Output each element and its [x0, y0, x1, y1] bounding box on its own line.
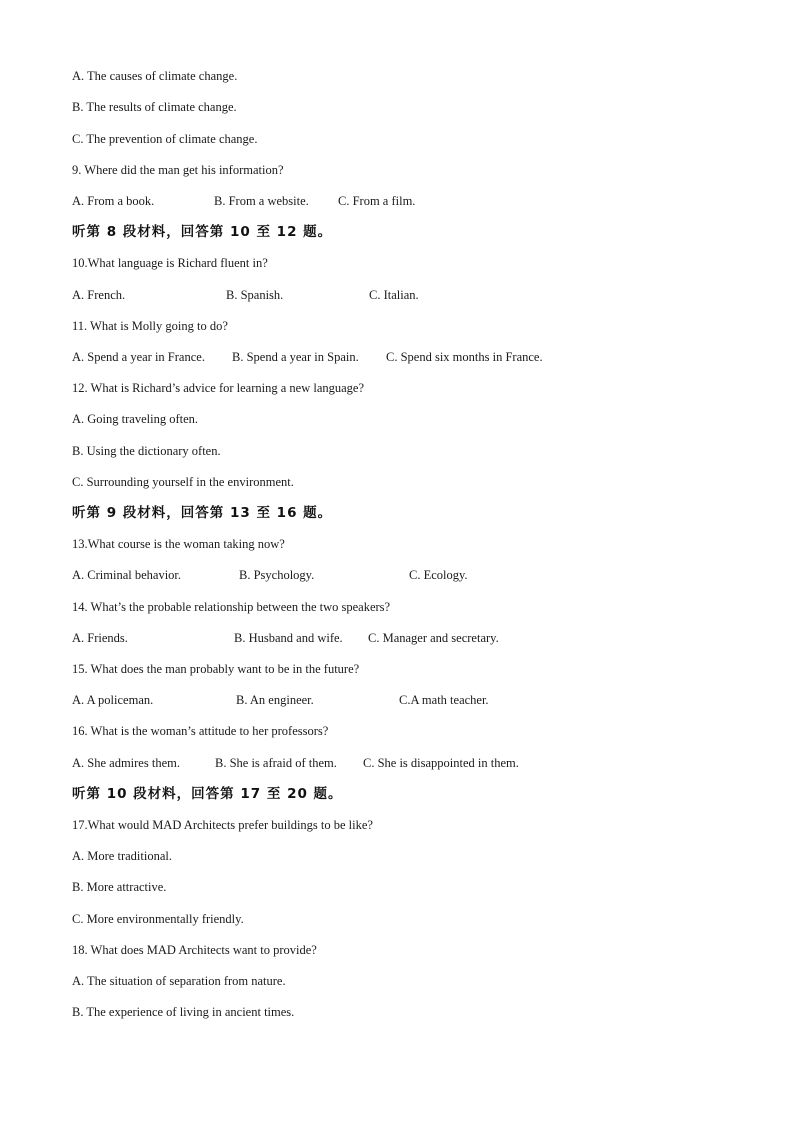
- q10-option-c: C. Italian.: [369, 288, 419, 302]
- q10-option-b: B. Spanish.: [226, 288, 284, 302]
- q16-option-a: A. She admires them.: [72, 756, 180, 770]
- section-heading-9: 听第 9 段材料，回答第 13 至 16 题。: [72, 505, 333, 521]
- q11-option-c: C. Spend six months in France.: [386, 350, 543, 364]
- section-heading-8: 听第 8 段材料，回答第 10 至 12 题。: [72, 224, 333, 240]
- q17-option-b: B. More attractive.: [72, 880, 167, 894]
- q9-option-c: C. From a film.: [338, 194, 416, 208]
- q8-option-b: B. The results of climate change.: [72, 100, 237, 114]
- q9-option-a: A. From a book.: [72, 194, 155, 208]
- question-10: 10.What language is Richard fluent in?: [72, 256, 268, 270]
- q14-option-b: B. Husband and wife.: [234, 631, 343, 645]
- q13-option-a: A. Criminal behavior.: [72, 568, 182, 582]
- q11-option-b: B. Spend a year in Spain.: [232, 350, 359, 364]
- q8-option-a: A. The causes of climate change.: [72, 69, 238, 83]
- q9-option-b: B. From a website.: [214, 194, 309, 208]
- question-13: 13.What course is the woman taking now?: [72, 537, 285, 551]
- q12-option-c: C. Surrounding yourself in the environment.: [72, 475, 294, 489]
- q14-option-a: A. Friends.: [72, 631, 128, 645]
- q12-option-b: B. Using the dictionary often.: [72, 444, 221, 458]
- question-14: 14. What’s the probable relationship between the two speakers?: [72, 600, 391, 614]
- q16-option-b: B. She is afraid of them.: [215, 756, 337, 770]
- q14-option-c: C. Manager and secretary.: [368, 631, 499, 645]
- question-16: 16. What is the woman’s attitude to her professors?: [72, 724, 329, 738]
- q8-option-c: C. The prevention of climate change.: [72, 132, 258, 146]
- q10-option-a: A. French.: [72, 288, 126, 302]
- q13-option-b: B. Psychology.: [239, 568, 315, 582]
- q13-option-c: C. Ecology.: [409, 568, 468, 582]
- question-9: 9. Where did the man get his information?: [72, 163, 284, 177]
- question-18: 18. What does MAD Architects want to provide?: [72, 943, 317, 957]
- q18-option-b: B. The experience of living in ancient times.: [72, 1005, 295, 1019]
- q17-option-a: A. More traditional.: [72, 849, 172, 863]
- question-15: 15. What does the man probably want to be in the future?: [72, 662, 360, 676]
- q15-option-a: A. A policeman.: [72, 693, 154, 707]
- section-heading-10: 听第 10 段材料，回答第 17 至 20 题。: [72, 786, 343, 802]
- question-17: 17.What would MAD Architects prefer buildings to be like?: [72, 818, 373, 832]
- q15-option-c: C.A math teacher.: [399, 693, 489, 707]
- q12-option-a: A. Going traveling often.: [72, 412, 199, 426]
- q15-option-b: B. An engineer.: [236, 693, 314, 707]
- q17-option-c: C. More environmentally friendly.: [72, 912, 244, 926]
- q16-option-c: C. She is disappointed in them.: [363, 756, 519, 770]
- q18-option-a: A. The situation of separation from nature.: [72, 974, 286, 988]
- question-12: 12. What is Richard’s advice for learning a new language?: [72, 381, 365, 395]
- question-11: 11. What is Molly going to do?: [72, 319, 228, 333]
- q11-option-a: A. Spend a year in France.: [72, 350, 205, 364]
